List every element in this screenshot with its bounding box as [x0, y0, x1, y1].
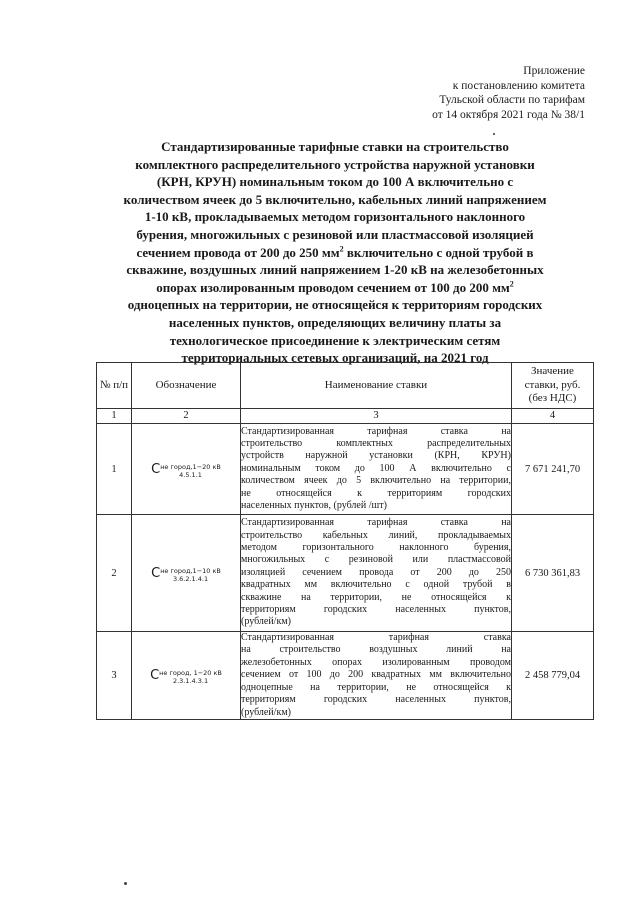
column-index: 1 [97, 409, 132, 424]
title-fragment: опорах изолированным проводом сечением от 100 до 200 мм [156, 279, 510, 295]
rate-symbol: C [151, 461, 161, 477]
rate-name-line: многожильных с резиновой или пластмассовой [241, 554, 511, 566]
rate-name-line: методом горизонтального наклонного бурения, [241, 541, 511, 553]
rate-symbol: C [151, 565, 161, 581]
rate-name-line: не относящейся к территориям городских [241, 487, 511, 499]
rate-name-line: (рублей/км) [241, 706, 291, 718]
superscript: 2 [339, 244, 344, 254]
rate-subscript: 4.5.1.1 [179, 470, 202, 479]
title-line: бурения, многожильных с резиновой или пластмассовой изоляцией [136, 226, 534, 242]
title-line [108, 244, 562, 262]
title-fragment: сечением провода от 200 до 250 мм [136, 244, 340, 260]
rate-name-line: устройств наружной установки (КРН, КРУН) [241, 450, 511, 462]
rate-name-line: одноцепные на территории, не относящейся к [241, 681, 511, 693]
rate-name [241, 424, 512, 515]
header-value-line: ставки, руб. [524, 378, 581, 391]
table-row [97, 424, 594, 515]
rate-superscript: не город,1−20 кВ [160, 462, 221, 471]
rate-name [241, 632, 512, 720]
rate-name-line: (рублей/км) [241, 616, 291, 628]
column-index: 4 [512, 409, 594, 424]
superscript: 2 [509, 279, 514, 289]
title-line: 1-10 кВ, прокладываемых методом горизонтального наклонного [144, 209, 526, 225]
rate-value: 6 730 361,83 [512, 515, 594, 632]
appendix-line: от 14 октября 2021 года № 38/1 [432, 108, 585, 121]
document-title [108, 138, 562, 367]
rate-name-line: населенных пунктов, (рублей /шт) [241, 500, 387, 512]
rate-symbol: C [150, 668, 160, 683]
rate-name-line: Стандартизированная тарифная ставка на [241, 425, 511, 437]
rate-superscript: не город, 1−20 кВ [159, 669, 222, 677]
rates-table [96, 362, 594, 720]
rate-name [241, 515, 512, 632]
title-line [108, 279, 562, 297]
rate-name-line: железобетонных опорах изолированным проводом [241, 656, 511, 668]
scan-speck [493, 133, 495, 135]
column-index-row [97, 409, 594, 424]
title-line: одноцепных на территории, не относящейся к территориям городских [127, 297, 543, 313]
row-number: 1 [97, 424, 132, 515]
appendix-line: Приложение [523, 65, 585, 77]
rate-name-line: территориям городских населенных пунктов, [241, 694, 511, 706]
rate-name-line: строительство кабельных линий, прокладываемых [241, 529, 511, 541]
column-index: 2 [132, 409, 241, 424]
title-line: Стандартизированные тарифные ставки на строительство [161, 139, 509, 154]
title-line: технологическое присоединение к электрическим сетям [169, 332, 501, 348]
rate-name-line: квадратных мм включительно с одной трубой в [241, 579, 511, 591]
title-line: количеством ячеек до 5 включительно, кабельных линий напряжением [123, 191, 547, 207]
row-number: 3 [97, 632, 132, 720]
title-line: территориальных сетевых организаций, на 2021 год [181, 350, 489, 366]
title-fragment: включительно с одной трубой в [343, 244, 534, 260]
title-line: населенных пунктов, определяющих величину платы за [168, 314, 502, 330]
rate-name-line: изоляцией сечением провода от 200 до 250 [241, 566, 511, 578]
rate-superscript: не город,1−10 кВ [160, 566, 221, 575]
rate-name-line: номинальным током до 100 А включительно с [241, 462, 511, 474]
rate-designation [132, 515, 241, 632]
row-number: 2 [97, 515, 132, 632]
rate-name-line: скважине на территории, не относящейся к [241, 591, 511, 603]
header-designation: Обозначение [132, 363, 241, 409]
appendix-block [325, 64, 585, 122]
header-value-line: (без НДС) [528, 392, 577, 405]
appendix-line: Тульской области по тарифам [439, 94, 585, 106]
rate-subscript: 2.3.1.4.3.1 [172, 677, 209, 685]
rate-name-line: на строительство воздушных линий на [241, 644, 511, 656]
header-row [97, 363, 594, 409]
header-value-line: Значение [531, 365, 574, 378]
header-num: № п/п [97, 363, 132, 409]
rate-designation [132, 632, 241, 720]
column-index: 3 [241, 409, 512, 424]
rate-name-line: Стандартизированная тарифная ставка [241, 632, 511, 644]
rate-name-line: территориям городских населенных пунктов, [241, 604, 511, 616]
appendix-line: к постановлению комитета [452, 79, 585, 92]
table-row [97, 632, 594, 720]
scan-speck [124, 882, 127, 885]
rate-name-line: строительство комплектных распределительных [241, 437, 511, 449]
title-line: комплектного распределительного устройства наружной установки [135, 156, 535, 172]
table-row [97, 515, 594, 632]
rate-name-line: Стандартизированная тарифная ставка на [241, 517, 511, 529]
header-value [512, 363, 594, 409]
rate-value: 7 671 241,70 [512, 424, 594, 515]
header-name: Наименование ставки [241, 363, 512, 409]
title-line: скважине, воздушных линий напряжением 1-20 кВ на железобетонных [126, 262, 544, 278]
rate-designation [132, 424, 241, 515]
rate-value: 2 458 779,04 [512, 632, 594, 720]
title-line: (КРН, КРУН) номинальным током до 100 А включительно с [156, 174, 514, 190]
rate-name-line: количеством ячеек до 5 включительно на территории, [241, 475, 511, 487]
rate-name-line: сечением от 100 до 200 квадратных мм включительно [241, 669, 511, 681]
rate-subscript: 3.6.2.1.4.1 [172, 574, 209, 583]
